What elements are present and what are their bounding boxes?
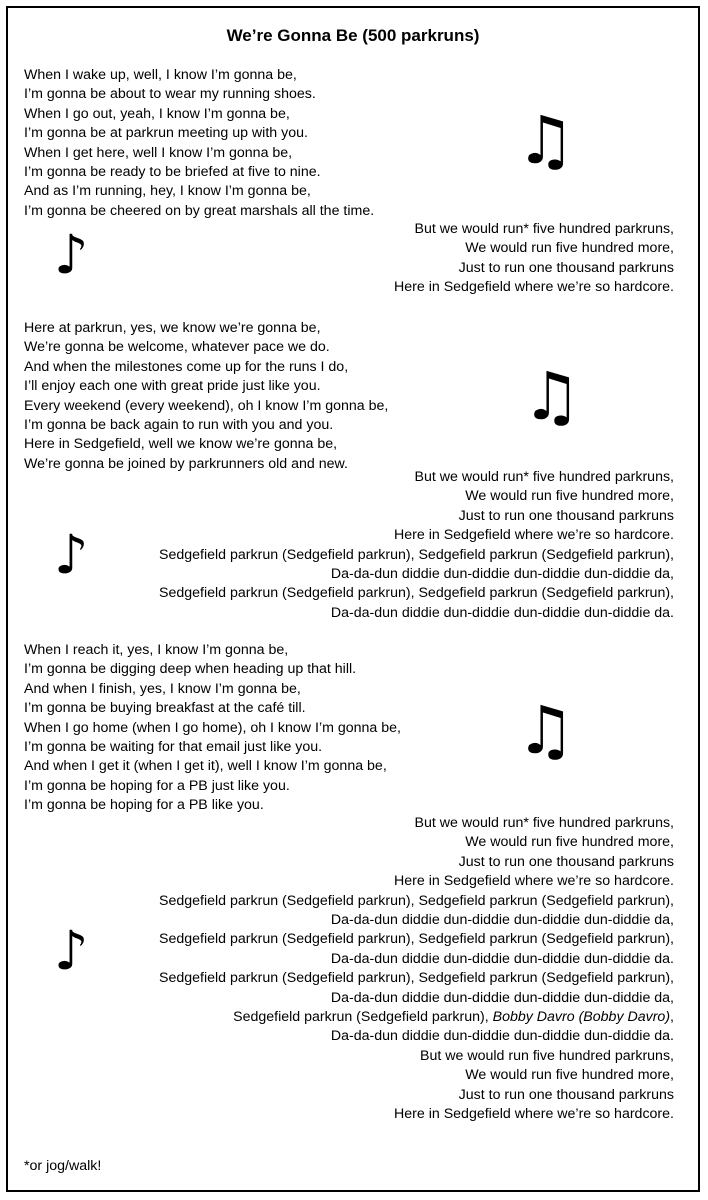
verse-2 <box>24 319 388 474</box>
chorus-line: Sedgefield parkrun (Sedgefield parkrun), Sedgefield parkrun (Sedgefield parkrun), <box>159 585 674 602</box>
double-music-note-icon: ♫ <box>516 102 576 179</box>
chorus-line: We would run five hundred more, <box>465 488 674 505</box>
verse-line: Here in Sedgefield, well we know we’re gonna be, <box>24 436 338 453</box>
music-note-icon: ♪ <box>54 523 89 586</box>
lyrics-sheet <box>6 6 700 1192</box>
bridge-prefix: Sedgefield parkrun (Sedgefield parkrun), <box>233 1009 493 1026</box>
chorus-line: Just to run one thousand parkruns <box>458 259 674 276</box>
chorus-line: Here in Sedgefield where we’re so hardcore. <box>394 1106 674 1123</box>
verse-line: I’m gonna be cheered on by great marshals all the time. <box>24 202 375 219</box>
verse-line: When I go out, yeah, I know I’m gonna be, <box>24 105 290 122</box>
verse-line: And as I’m running, hey, I know I’m gonna be, <box>24 183 311 200</box>
verse-line: I’m gonna be at parkrun meeting up with you. <box>24 125 308 142</box>
chorus-line: Da-da-dun diddie dun-diddie dun-diddie dun-diddie da. <box>330 1028 674 1045</box>
chorus-line: Sedgefield parkrun (Sedgefield parkrun), Sedgefield parkrun (Sedgefield parkrun), <box>159 931 674 948</box>
verse-line: I’m gonna be buying breakfast at the café till. <box>24 700 306 717</box>
double-music-note-icon: ♫ <box>516 692 576 769</box>
chorus-1 <box>394 220 674 298</box>
chorus-2 <box>159 468 674 623</box>
chorus-line: Just to run one thousand parkruns <box>458 507 674 524</box>
chorus-line: But we would run* five hundred parkruns, <box>414 815 674 831</box>
chorus-line: Sedgefield parkrun (Sedgefield parkrun), Sedgefield parkrun (Sedgefield parkrun), <box>159 546 674 563</box>
verse-line: I’m gonna be digging deep when heading up that hill. <box>24 661 357 678</box>
chorus-line: Just to run one thousand parkruns <box>458 1086 674 1103</box>
chorus-line: Here in Sedgefield where we’re so hardcore. <box>394 873 674 890</box>
verse-line: When I wake up, well, I know I’m gonna be, <box>24 67 297 83</box>
verse-line: I’m gonna be ready to be briefed at five to nine. <box>24 164 321 181</box>
double-music-note-icon: ♫ <box>522 358 582 435</box>
chorus-line-bridge <box>159 1008 674 1027</box>
verse-line: I’m gonna be hoping for a PB just like you. <box>24 777 290 794</box>
bridge-suffix: , <box>670 1009 674 1026</box>
chorus-line: Da-da-dun diddie dun-diddie dun-diddie dun-diddie da, <box>330 989 674 1006</box>
verse-line: I’m gonna be waiting for that email just like you. <box>24 739 323 756</box>
chorus-line: We would run five hundred more, <box>465 834 674 851</box>
chorus-line: Sedgefield parkrun (Sedgefield parkrun), Sedgefield parkrun (Sedgefield parkrun), <box>159 892 674 909</box>
verse-line: I’ll enjoy each one with great pride just like you. <box>24 378 321 395</box>
chorus-line: Da-da-dun diddie dun-diddie dun-diddie dun-diddie da. <box>330 604 674 621</box>
chorus-line: Da-da-dun diddie dun-diddie dun-diddie dun-diddie da. <box>330 950 674 967</box>
verse-line: And when I get it (when I get it), well I know I’m gonna be, <box>24 758 387 775</box>
verse-line: When I reach it, yes, I know I’m gonna be, <box>24 642 289 658</box>
song-title: We’re Gonna Be (500 parkruns) <box>226 26 480 45</box>
chorus-line: Sedgefield parkrun (Sedgefield parkrun), Sedgefield parkrun (Sedgefield parkrun), <box>159 970 674 987</box>
chorus-line: Here in Sedgefield where we’re so hardcore. <box>394 279 674 296</box>
verse-line: I’m gonna be back again to run with you and you. <box>24 417 334 434</box>
chorus-line: Just to run one thousand parkruns <box>458 853 674 870</box>
verse-line: And when the milestones come up for the runs I do, <box>24 358 349 375</box>
chorus-line: We would run five hundred more, <box>465 240 674 257</box>
verse-1 <box>24 66 374 221</box>
verse-3 <box>24 641 401 816</box>
verse-line: When I go home (when I go home), oh I know I’m gonna be, <box>24 719 401 736</box>
verse-line: Every weekend (every weekend), oh I know I’m gonna be, <box>24 397 389 414</box>
verse-line: We’re gonna be joined by parkrunners old and new. <box>24 455 348 472</box>
chorus-line: But we would run* five hundred parkruns, <box>414 469 674 485</box>
verse-line: I’m gonna be about to wear my running shoes. <box>24 86 316 103</box>
chorus-line: Here in Sedgefield where we’re so hardcore. <box>394 527 674 544</box>
chorus-line: Da-da-dun diddie dun-diddie dun-diddie dun-diddie da, <box>330 912 674 929</box>
music-note-icon: ♪ <box>54 223 89 286</box>
chorus-line: But we would run five hundred parkruns, <box>420 1047 674 1064</box>
footnote: *or jog/walk! <box>24 1158 102 1174</box>
chorus-line: But we would run* five hundred parkruns, <box>414 221 674 237</box>
chorus-3 <box>159 814 674 1125</box>
verse-line: I’m gonna be hoping for a PB like you. <box>24 797 264 814</box>
verse-line: We’re gonna be welcome, whatever pace we do. <box>24 339 330 356</box>
verse-line: And when I finish, yes, I know I’m gonna be, <box>24 680 301 697</box>
bridge-italic: Bobby Davro (Bobby Davro) <box>492 1009 671 1026</box>
verse-line: When I get here, well I know I’m gonna be, <box>24 144 293 161</box>
chorus-line: We would run five hundred more, <box>465 1067 674 1084</box>
music-note-icon: ♪ <box>54 919 89 982</box>
verse-line: Here at parkrun, yes, we know we’re gonna be, <box>24 320 321 336</box>
chorus-line: Da-da-dun diddie dun-diddie dun-diddie dun-diddie da, <box>330 566 674 583</box>
